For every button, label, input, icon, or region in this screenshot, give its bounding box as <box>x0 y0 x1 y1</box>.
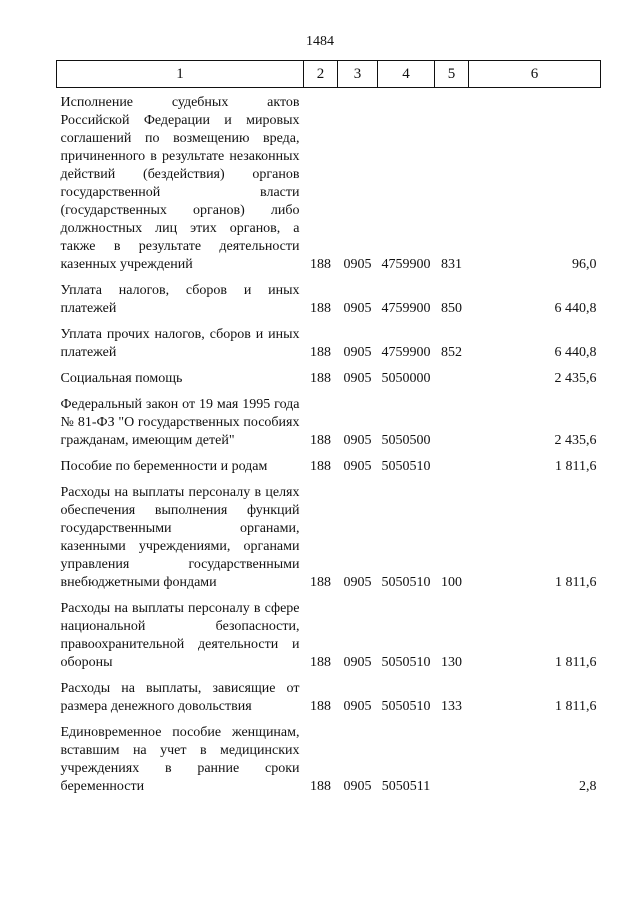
row-ministry-code: 188 <box>310 459 331 474</box>
row-amount: 1 811,6 <box>555 459 597 474</box>
table-row <box>57 88 601 275</box>
row-name: Расходы на выплаты персоналу в сфере национальной безопасности, правоохранительной деятельности и обороны <box>60 601 300 670</box>
table-body <box>57 88 601 797</box>
row-section-code: 0905 <box>343 655 372 670</box>
row-type-code: 100 <box>441 575 462 590</box>
row-name: Уплата прочих налогов, сборов и иных платежей <box>60 327 300 360</box>
row-name-cell <box>57 716 304 796</box>
row-ministry-code: 188 <box>310 345 331 360</box>
row-name-cell <box>57 274 304 318</box>
row-type-code: 852 <box>441 345 462 360</box>
header-row <box>57 61 601 88</box>
row-amount: 6 440,8 <box>554 345 597 360</box>
row-name: Исполнение судебных актов Российской Федерации и мировых соглашений по возмещению вреда, причиненного в результате незаконных действий (бездействия) органов государственной власти (государственных органов) либо должностных лиц этих органов, а также в результате деятельности казенных учреждений <box>60 95 300 272</box>
row-ministry-code: 188 <box>310 257 331 272</box>
column-header-section: 3 <box>338 61 378 88</box>
row-target-code: 5050510 <box>381 575 431 590</box>
table-row <box>57 672 601 716</box>
row-section-code: 0905 <box>343 345 372 360</box>
row-section-code: 0905 <box>343 699 372 714</box>
row-section-code: 0905 <box>343 257 372 272</box>
table-row <box>57 388 601 450</box>
column-header-name: 1 <box>57 61 304 88</box>
row-name: Расходы на выплаты персоналу в целях обеспечения выполнения функций государственными органами, казенными учреждениями, органами управления государственными внебюджетными фондами <box>60 485 300 590</box>
column-header-target: 4 <box>378 61 435 88</box>
row-name-cell <box>57 450 304 476</box>
table-row <box>57 476 601 592</box>
row-amount: 6 440,8 <box>554 301 597 316</box>
row-amount: 96,0 <box>572 257 597 272</box>
row-amount: 1 811,6 <box>555 575 597 590</box>
row-type-code: 831 <box>441 257 462 272</box>
page-number: 1484 <box>306 34 334 49</box>
row-name-cell <box>57 88 304 275</box>
column-header-amount: 6 <box>469 61 601 88</box>
row-target-code: 4759900 <box>381 345 431 360</box>
row-ministry-code: 188 <box>310 699 331 714</box>
table-row <box>57 362 601 388</box>
row-type-code: 133 <box>441 699 462 714</box>
row-type-code <box>435 450 469 476</box>
row-section-code: 0905 <box>343 301 372 316</box>
row-type-code <box>435 362 469 388</box>
row-name: Пособие по беременности и родам <box>60 459 268 474</box>
budget-table <box>56 60 601 796</box>
row-name-cell <box>57 388 304 450</box>
row-target-code: 5050510 <box>381 699 431 714</box>
row-name-cell <box>57 318 304 362</box>
row-ministry-code: 188 <box>310 371 331 386</box>
row-target-code: 5050510 <box>381 655 431 670</box>
row-name-cell <box>57 476 304 592</box>
row-ministry-code: 188 <box>310 301 331 316</box>
table-row <box>57 450 601 476</box>
row-target-code: 4759900 <box>381 301 431 316</box>
row-type-code <box>435 716 469 796</box>
table-row <box>57 274 601 318</box>
row-target-code: 4759900 <box>381 257 431 272</box>
column-header-ministry: 2 <box>304 61 338 88</box>
table-row <box>57 592 601 672</box>
row-name: Федеральный закон от 19 мая 1995 года № 81-ФЗ "О государственных пособиях гражданам, имеющим детей" <box>60 397 300 448</box>
row-section-code: 0905 <box>343 371 372 386</box>
row-name: Уплата налогов, сборов и иных платежей <box>60 283 300 316</box>
table-row <box>57 716 601 796</box>
row-name-cell <box>57 672 304 716</box>
row-name: Единовременное пособие женщинам, вставшим на учет в медицинских учреждениях в ранние сроки беременности <box>60 725 300 794</box>
row-ministry-code: 188 <box>310 433 331 448</box>
table-row <box>57 318 601 362</box>
row-amount: 1 811,6 <box>555 699 597 714</box>
column-header-type: 5 <box>435 61 469 88</box>
row-ministry-code: 188 <box>310 655 331 670</box>
row-name: Расходы на выплаты, зависящие от размера денежного довольствия <box>60 681 300 714</box>
row-section-code: 0905 <box>343 779 372 794</box>
row-ministry-code: 188 <box>310 575 331 590</box>
row-amount: 2 435,6 <box>554 371 597 386</box>
table-header <box>57 61 601 88</box>
row-section-code: 0905 <box>343 575 372 590</box>
row-name: Социальная помощь <box>60 371 183 386</box>
row-section-code: 0905 <box>343 459 372 474</box>
row-name-cell <box>57 592 304 672</box>
row-amount: 1 811,6 <box>555 655 597 670</box>
row-ministry-code: 188 <box>310 779 331 794</box>
row-section-code: 0905 <box>343 433 372 448</box>
row-target-code: 5050510 <box>381 459 431 474</box>
row-amount: 2,8 <box>579 779 597 794</box>
row-type-code: 130 <box>441 655 462 670</box>
row-type-code: 850 <box>441 301 462 316</box>
row-type-code <box>435 388 469 450</box>
row-amount: 2 435,6 <box>554 433 597 448</box>
row-target-code: 5050511 <box>381 779 431 794</box>
row-target-code: 5050500 <box>381 433 431 448</box>
row-name-cell <box>57 362 304 388</box>
row-target-code: 5050000 <box>381 371 431 386</box>
